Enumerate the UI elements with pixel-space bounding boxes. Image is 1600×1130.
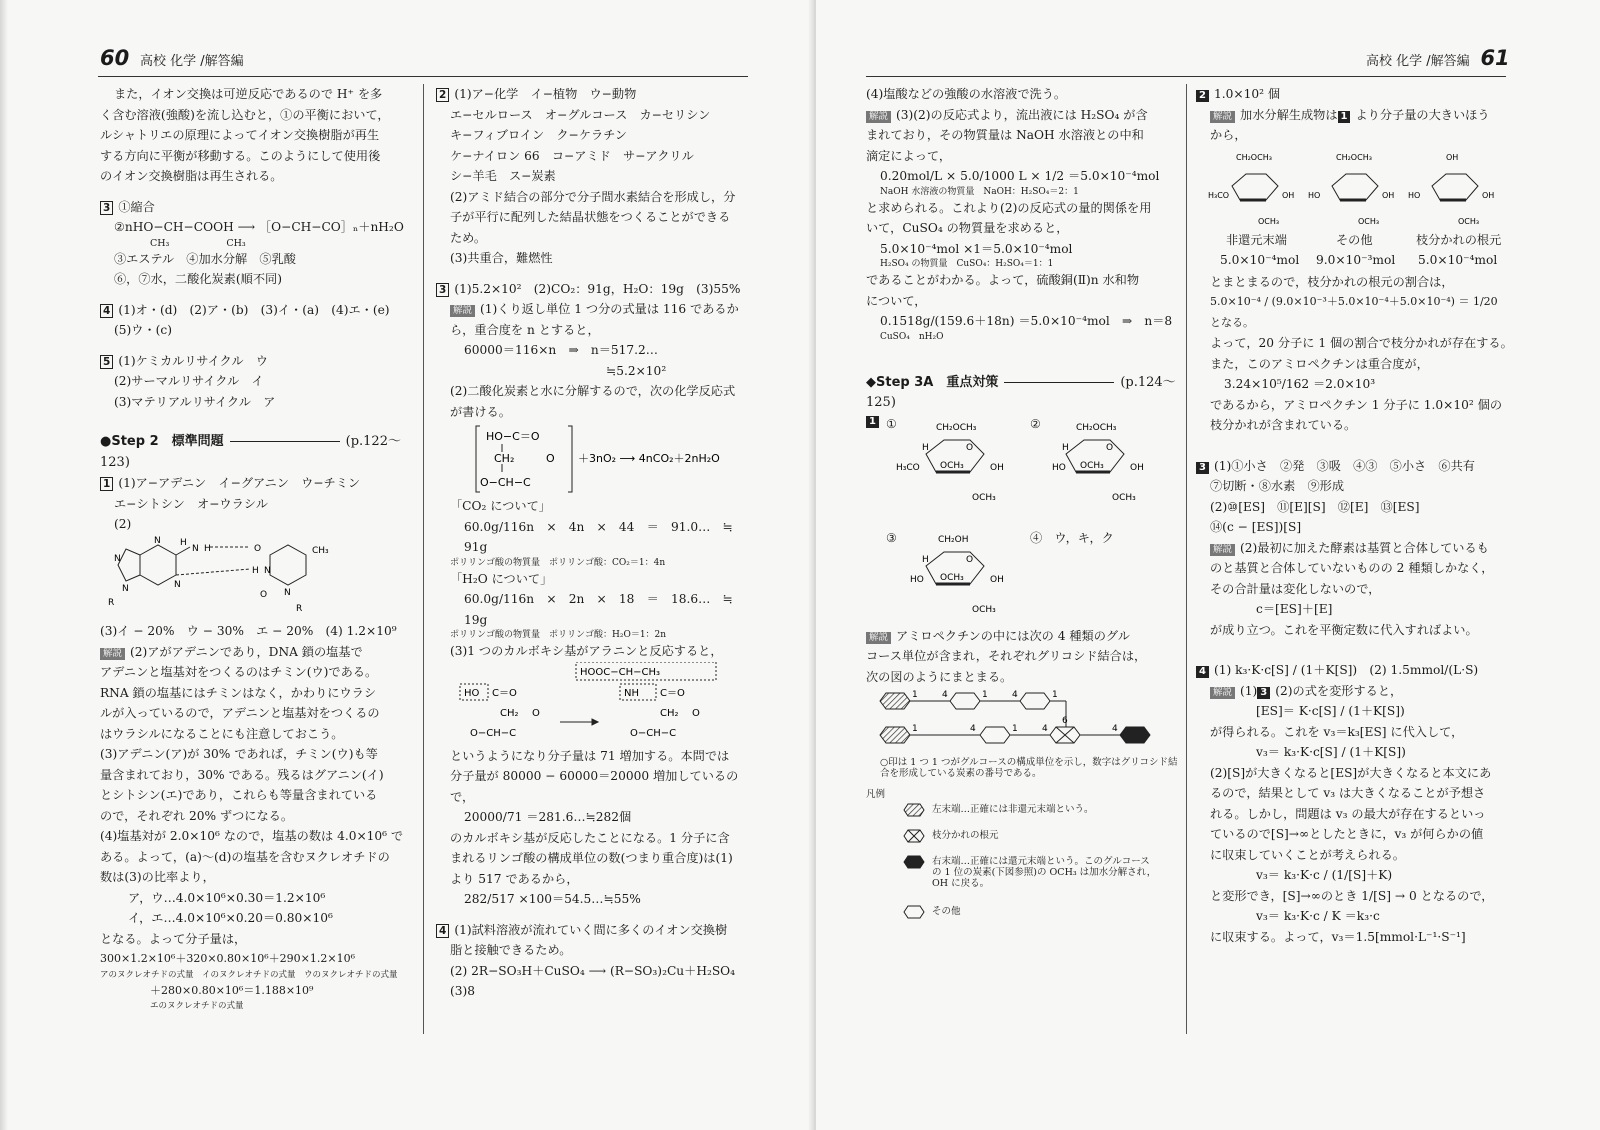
explanation-badge: 解説 <box>1210 111 1235 123</box>
right-page-header <box>1360 46 1510 70</box>
svg-text:N: N <box>154 535 161 546</box>
svg-text:HO: HO <box>1308 190 1321 200</box>
equation: c＝[ES]＋[E] <box>1256 602 1333 616</box>
svg-text:OCH₃: OCH₃ <box>1358 216 1380 226</box>
page-edge-shadow <box>0 0 8 1130</box>
answer-line: ②nHO−CH−COOH ⟶ ［O−CH−CO］ₙ＋nH₂O <box>114 220 404 234</box>
svg-text:HO: HO <box>464 687 480 699</box>
svg-text:CH₂OCH₃: CH₂OCH₃ <box>936 422 977 433</box>
intro-line: く含む溶液(強酸)を流し込むと，①の平衡において， <box>100 107 390 122</box>
svg-text:OH: OH <box>1130 462 1144 473</box>
explanation-badge: 解説 <box>866 111 891 123</box>
svg-text:4: 4 <box>1042 724 1048 734</box>
svg-text:OCH₃: OCH₃ <box>940 572 964 583</box>
svg-text:HO: HO <box>910 574 924 585</box>
reference-box: 1 <box>1338 111 1351 123</box>
svg-text:N: N <box>284 587 291 598</box>
column-divider <box>1186 84 1187 1034</box>
svg-text:H: H <box>204 543 211 554</box>
explanation-badge: 解説 <box>100 648 125 660</box>
question-number: 2 <box>436 88 449 102</box>
intro-line: ルシャトリエの原理によってイオン交換樹脂が再生 <box>100 128 380 142</box>
svg-text:HO: HO <box>1408 190 1421 200</box>
equation: 60.0g/116n × 4n × 44 ＝ 91.0… ≒ 91g <box>464 519 745 554</box>
svg-text:H: H <box>922 442 929 453</box>
svg-text:CH₂: CH₂ <box>660 707 679 719</box>
svg-text:1: 1 <box>912 724 918 734</box>
svg-text:OH: OH <box>1446 152 1459 162</box>
svg-text:＋3nO₂ ⟶ 4nCO₂＋2nH₂O: ＋3nO₂ ⟶ 4nCO₂＋2nH₂O <box>578 452 720 465</box>
svg-text:O−CH−C: O−CH−C <box>480 476 531 489</box>
svg-text:N: N <box>174 579 181 590</box>
step2-heading: ●Step 2 標準問題 (p.122～123) <box>100 434 401 470</box>
svg-text:H₃CO: H₃CO <box>896 462 920 473</box>
header-rule <box>866 76 1506 77</box>
svg-text:OH: OH <box>1382 190 1395 200</box>
svg-text:CH₂OCH₃: CH₂OCH₃ <box>1076 422 1117 433</box>
question-5: 5 (1)ケミカルリサイクル ウ <box>100 351 412 372</box>
svg-text:1: 1 <box>912 690 918 700</box>
svg-text:CH₂OCH₃: CH₂OCH₃ <box>1236 152 1272 162</box>
alanine-reaction <box>436 662 752 746</box>
answer-line: (3)イ − 20% ウ − 30% エ − 20% (4) 1.2×10⁹ <box>100 624 397 638</box>
question-number: 1 <box>100 477 113 491</box>
column-divider <box>423 84 424 1034</box>
svg-text:4: 4 <box>970 724 976 734</box>
svg-text:H: H <box>1062 442 1069 453</box>
question-2: 2 1.0×10² 個 <box>1196 84 1516 105</box>
step3-heading: ◆Step 3A 重点対策 (p.124～125) <box>866 374 1176 410</box>
svg-text:HO−C＝O: HO−C＝O <box>486 430 540 443</box>
three-glucose-units <box>1196 146 1516 230</box>
svg-text:O: O <box>260 589 268 600</box>
equation: 5.0×10⁻⁴mol ×1＝5.0×10⁻⁴mol <box>880 241 1073 256</box>
ring-captions: 非還元末端 その他 枝分かれの根元 5.0×10⁻⁴mol 9.0×10⁻³mol 5.0×10⁻⁴mol <box>1220 232 1502 267</box>
question-number: 4 <box>436 924 449 938</box>
svg-text:OCH₃: OCH₃ <box>1080 460 1104 471</box>
svg-text:CH₂: CH₂ <box>500 707 519 719</box>
svg-text:N: N <box>122 583 129 594</box>
legend: 左末端…正確には非還元末端という。 枝分かれの根元 右末端…正確には還元末端という。このグルコースの 1 位の炭素(下図参照)の OCH₃ は加水分解され，OH に戻る。 その他 <box>866 800 1178 922</box>
left-page-header <box>100 46 250 70</box>
svg-text:O: O <box>966 442 974 453</box>
question-number: 1 <box>866 416 879 428</box>
svg-text:CH₂OCH₃: CH₂OCH₃ <box>1336 152 1372 162</box>
svg-text:CH₂OH: CH₂OH <box>938 534 969 545</box>
svg-text:4: 4 <box>1012 690 1018 700</box>
question-4: 4 (1)試料溶液が流れていく間に多くのイオン交換樹 <box>436 920 752 941</box>
svg-text:O−CH−C: O−CH−C <box>470 727 517 739</box>
svg-text:H₃CO: H₃CO <box>1208 190 1230 200</box>
svg-text:O: O <box>1106 442 1114 453</box>
question-3: 3 (1)①小さ ②発 ③吸 ④③ ⑤小さ ⑥共有 <box>1196 456 1516 477</box>
answer-line: CH₃ CH₃ <box>150 237 246 249</box>
question-3: 3 ①縮合 <box>100 197 412 218</box>
svg-text:H: H <box>922 554 929 565</box>
explanation-badge: 解説 <box>1210 687 1235 699</box>
question-number: 4 <box>1196 666 1209 678</box>
svg-text:OH: OH <box>1482 190 1495 200</box>
glycoside-chain-diagram <box>866 687 1178 757</box>
header-title: 高校 化学 /解答編 <box>140 54 244 69</box>
equation: [ES]＝ K·c[S] / (1＋K[S]) <box>1256 704 1405 718</box>
left-column-1: また，イオン交換は可逆反応であるので H⁺ を多 く含む溶液(強酸)を流し込むと，①の平衡において， ルシャトリエの原理によってイオン交換樹脂が再生 する方向に平衡が移動する。このようにして使用後 のイオン交換樹脂は再生される。 3 ①縮合 ②nHO−CH−COOH ⟶ ［O−CH−CO］ₙ＋nH₂O CH₃ CH₃ ③エステル ④加水分解 ⑤乳酸 ⑥，⑦水，二酸化炭素(順不同) 4 (1)オ・(d) (2)ア・(b) (3)イ・(a) (4)エ・(e) (5)ウ・(c) 5 (1)ケミカルリサイクル ウ (2)サーマルリサイクル イ (3)マテリアルリサイクル ア ●Step 2 標準問題 (p.122～123) 1 (1)ア−アデニン イ−グアニン ウ−チミン エ−シトシン オ−ウラシル (2) H N H O CH₃ N N N H N N N O R R (3)イ − 20% ウ − 30% エ − 20% (4) 1.2×10⁹ 解説 (2)アがアデニンであり，DNA 鎖の塩基で アデニンと塩基対をつくるのはチミン(ウ)である。 RNA 鎖の塩基にはチミンはなく，かわりにウラシ ルが入っているので，アデニンと塩基対をつくるの はウラシルになることにも注意しておこう。 (3)アデニン(ア)が 30% であれば，チミン(ウ)も等 量含まれており，30% である。残るはグアニン(イ) とシトシン(エ)であり，これらも等量含まれている ので，それぞれ 20% ずつになる。 (4)塩基対が 2.0×10⁶ なので，塩基の数は 4.0×10⁶ で ある。よって，(a)〜(d)の塩基を含むヌクレオチドの 数は(3)の比率より， ア，ウ…4.0×10⁶×0.30＝1.2×10⁶ イ，エ…4.0×10⁶×0.20＝0.80×10⁶ となる。よって分子量は， 300×1.2×10⁶＋320×0.80×10⁶＋290×1.2×10⁶ アのヌクレオチドの式量 イのヌクレオチドの式量 ウのヌクレオチドの式量 ＋280×0.80×10⁶＝1.188×10⁹ エのヌクレオチドの式量 <box>100 84 412 1012</box>
equation: 5.0×10⁻⁴ / (9.0×10⁻³＋5.0×10⁻⁴＋5.0×10⁻⁴) ＝ 1/20 となる。 <box>1210 295 1509 329</box>
svg-text:CH₃: CH₃ <box>312 545 329 556</box>
question-number: 5 <box>100 355 113 369</box>
equation: v₃＝ k₃·K·c / K ＝k₃·c <box>1256 909 1380 923</box>
question-4: 4 (1) k₃·K·c[S] / (1＋K[S]) (2) 1.5mmol/(L·S) <box>1196 660 1516 681</box>
svg-text:N: N <box>192 543 199 554</box>
left-column-2: 2 (1)ア−化学 イ−植物 ウ−動物 エ−セルロース オ−グルコース カ−セリシン キ−フィブロイン ク−ケラチン ケ−ナイロン 66 コ−アミド サ−アクリル シ−羊毛 ス−炭素 (2)アミド結合の部分で分子間水素結合を形成し，分 子が平行に配列した結晶状態をつくることができる ため。 (3)共重合，難燃性 3 (1)5.2×10² (2)CO₂：91g，H₂O：19g (3)55% 解説 (1)くり返し単位 1 つ分の式量は 116 であるか ら，重合度を n とすると， 60000＝116×n ⇒ n＝517.2… ≒5.2×10² (2)二酸化炭素と水に分解するので，次の化学反応式 が書ける。 HO−C＝O CH₂ O O−CH−C ＋3nO₂ ⟶ 4nCO₂＋2nH₂O 「CO₂ について」 60.0g/116n × 4n × 44 ＝ 91.0… ≒ 91g ポリリンゴ酸の物質量 ポリリンゴ酸：CO₂＝1：4n 「H₂O について」 60.0g/116n × 2n × 18 ＝ 18.6… ≒ 19g ポリリンゴ酸の物質量 ポリリンゴ酸：H₂O＝1：2n (3)1 つのカルボキシ基がアラニンと反応すると， HOOC−CH−CH₃ NH C＝O HO C＝O CH₂ O O−CH−C CH₂ O O−CH−C というようになり分子量は 71 増加する。本問では 分子量が 80000 − 60000＝20000 増加しているので， 20000/71 ＝281.6…≒282個 のカルボキシ基が反応したことになる。1 分子に含 まれるリンゴ酸の構成単位の数(つまり重合度)は(1) より 517 であるから， 282/517 ×100＝54.5…≒55% 4 (1)試料溶液が流れていく間に多くのイオン交換樹 脂と接触できるため。 (2) 2R−SO₃H＋CuSO₄ ⟶ (R−SO₃)₂Cu＋H₂SO₄ (3)8 <box>436 84 752 1002</box>
question-number: 3 <box>1196 462 1209 474</box>
reaction-scheme <box>436 422 752 496</box>
right-column-2: 2 1.0×10² 個 解説 加水分解生成物は 1 より分子量の大きいほう から， CH₂OCH₃ CH₂OCH₃ OH H₃CO HO HO OH OH OH OCH₃ OCH₃ OCH₃ 非還元末端 その他 枝分かれの根元 5.0×10⁻⁴mol 9.0×10⁻³mol 5.0×10⁻⁴mol とまとまるので，枝分かれの根元の割合は， 5.0×10⁻⁴ / (9.0×10⁻³＋5.0×10⁻⁴＋5.0×10⁻⁴) ＝ 1/20 となる。 よって，20 分子に 1 個の割合で枝分かれが存在する。 また，このアミロペクチンは重合度が， 3.24×10⁵/162 ＝2.0×10³ であるから，アミロペクチン 1 分子に 1.0×10² 個の 枝分かれが含まれている。 3 (1)①小さ ②発 ③吸 ④③ ⑤小さ ⑥共有 ⑦切断・⑧水素 ⑨形成 (2)⑩[ES] ⑪[E][S] ⑫[E] ⑬[ES] ⑭(c − [ES])[S] 解説 (2)最初に加えた酵素は基質と合体しているも のと基質と合体していないものの 2 種類しかなく， その合計量は変化しないので， c＝[ES]＋[E] が成り立つ。これを平衡定数に代入すればよい。 4 (1) k₃·K·c[S] / (1＋K[S]) (2) 1.5mmol/(L·S) 解説 (1) 3 (2)の式を変形すると， [ES]＝ K·c[S] / (1＋K[S]) が得られる。これを v₃＝k₃[ES] に代入して， v₃＝ k₃·K·c[S] / (1＋K[S]) (2)[S]が大きくなると[ES]が大きくなると本文にあ るので，結果として v₃ は大きくなることが予想さ れる。しかし，問題は v₃ の最大が存在するといっ ているので[S]→∞としたときに，v₃ が何らかの値 に収束していくことが考えられる。 v₃＝ k₃·K·c / (1/[S]＋K) と変形でき，[S]→∞のとき 1/[S] → 0 となるので， v₃＝ k₃·K·c / K ＝k₃·c に収束する。よって，v₃＝1.5[mmol·L⁻¹·S⁻¹] <box>1196 84 1516 947</box>
svg-text:O: O <box>692 707 700 719</box>
svg-text:H: H <box>252 565 259 576</box>
svg-text:O: O <box>546 452 555 465</box>
svg-text:OCH₃: OCH₃ <box>940 460 964 471</box>
svg-text:4: 4 <box>1112 724 1118 734</box>
question-4: 4 (1)オ・(d) (2)ア・(b) (3)イ・(a) (4)エ・(e) <box>100 300 412 321</box>
svg-text:O: O <box>254 543 262 554</box>
equation: 0.20mol/L × 5.0/1000 L × 1/2 ＝5.0×10⁻⁴mol <box>880 169 1160 183</box>
svg-text:H: H <box>180 537 187 548</box>
explanation-badge: 解説 <box>450 305 475 317</box>
header-title: 高校 化学 /解答編 <box>1366 54 1470 69</box>
svg-text:OCH₃: OCH₃ <box>1112 492 1136 503</box>
svg-text:1: 1 <box>1012 724 1018 734</box>
answer-line: (2)サーマルリサイクル イ <box>114 374 264 388</box>
equation: v₃＝ k₃·K·c[S] / (1＋K[S]) <box>1256 745 1406 759</box>
answer-line: ⑥，⑦水，二酸化炭素(順不同) <box>114 272 282 286</box>
svg-text:R: R <box>108 597 115 608</box>
svg-text:OCH₃: OCH₃ <box>1458 216 1480 226</box>
svg-text:OH: OH <box>1282 190 1295 200</box>
svg-text:N: N <box>264 565 271 576</box>
base-pair-diagram <box>100 535 400 615</box>
intro-line: する方向に平衡が移動する。このようにして使用後 <box>100 148 381 163</box>
answer-line: (2) <box>114 517 132 531</box>
answer-line: ③エステル ④加水分解 ⑤乳酸 <box>114 251 296 266</box>
svg-text:O−CH−C: O−CH−C <box>630 727 677 739</box>
svg-text:1: 1 <box>1052 690 1058 700</box>
intro-line: のイオン交換樹脂は再生される。 <box>100 169 283 183</box>
page-number: 61 <box>1480 46 1510 70</box>
svg-text:OCH₃: OCH₃ <box>972 604 996 615</box>
svg-text:N: N <box>114 553 121 564</box>
question-2: 2 (1)ア−化学 イ−植物 ウ−動物 <box>436 84 752 105</box>
question-3: 3 (1)5.2×10² (2)CO₂：91g，H₂O：19g (3)55% <box>436 279 752 300</box>
svg-text:O: O <box>532 707 540 719</box>
svg-text:4: 4 <box>942 690 948 700</box>
svg-text:NH: NH <box>624 687 639 699</box>
reference-box: 3 <box>1257 687 1270 699</box>
svg-text:OH: OH <box>990 574 1004 585</box>
right-page <box>816 0 1600 1130</box>
glucose-rings: 1 ① ② ③ ④ ウ，キ，ク CH₂OCH₃ CH₂OCH₃ CH₂OH OCH₃ OCH₃ OCH₃ H₃CO HO HO OH OH OH OCH₃ OCH₃ OCH₃ H H H O O O <box>866 414 1178 626</box>
right-column-1: (4)塩酸などの強酸の水溶液で洗う。 解説 (3)(2)の反応式より，流出液には H₂SO₄ が含 まれており，その物質量は NaOH 水溶液との中和 滴定によって， 0.20mol/L × 5.0/1000 L × 1/2 ＝5.0×10⁻⁴mol NaOH 水溶液の物質量 NaOH：H₂SO₄＝2：1 と求められる。これより(2)の反応式の量的関係を用 いて，CuSO₄ の物質量を求めると， 5.0×10⁻⁴mol ×1＝5.0×10⁻⁴mol H₂SO₄ の物質量 CuSO₄：H₂SO₄＝1：1 であることがわかる。よって，硫酸銅(Ⅱ)n 水和物 について， 0.1518g/(159.6＋18n) ＝5.0×10⁻⁴mol ⇒ n＝8 CuSO₄ nH₂O ◆Step 3A 重点対策 (p.124～125) 1 ① ② ③ ④ ウ，キ，ク CH₂OCH₃ CH₂OCH₃ CH₂OH OCH₃ OCH₃ OCH₃ H₃CO HO HO OH OH OH OCH₃ OCH₃ OCH₃ H H H O O O 解説 アミロペクチンの中には次の 4 種類のグル コース単位が含まれ，それぞれグリコシド結合は， 次の図のようにまとまる。 1 4 1 4 1 1 4 1 4 6 4 ○印は 1 つ 1 つがグルコースの構成単位を示し，数字はグリコシド結合を形成している炭素の番号である。 凡例 左末端…正確には非還元末端という。 枝分かれの根元 右末端…正確には還元末端という。このグルコースの 1 位の炭素(下図参照)の OCH₃ は加水分解され，OH に戻る。 その他 <box>866 84 1178 922</box>
svg-text:C＝O: C＝O <box>660 687 685 699</box>
answer-line: (5)ウ・(c) <box>114 323 172 337</box>
svg-text:R: R <box>296 603 303 614</box>
svg-text:OCH₃: OCH₃ <box>972 492 996 503</box>
page-number: 60 <box>100 46 130 70</box>
equation: 300×1.2×10⁶＋320×0.80×10⁶＋290×1.2×10⁶ <box>100 952 355 965</box>
svg-text:C＝O: C＝O <box>492 687 517 699</box>
explanation-badge: 解説 <box>1210 544 1235 556</box>
svg-text:O: O <box>966 554 974 565</box>
question-number: 3 <box>100 201 113 215</box>
explanation-badge: 解説 <box>866 632 891 644</box>
svg-text:HO: HO <box>1052 462 1066 473</box>
step2-question-1: 1 (1)ア−アデニン イ−グアニン ウ−チミン <box>100 473 412 494</box>
equation: 60.0g/116n × 2n × 18 ＝ 18.6… ≒ 19g <box>464 592 745 627</box>
answer-line: (3)マテリアルリサイクル ア <box>114 394 276 409</box>
svg-text:CH₂: CH₂ <box>494 452 515 465</box>
svg-text:OCH₃: OCH₃ <box>1258 216 1280 226</box>
intro-line: また，イオン交換は可逆反応であるので H⁺ を多 <box>114 87 383 101</box>
svg-text:1: 1 <box>982 690 988 700</box>
svg-text:HOOC−CH−CH₃: HOOC−CH−CH₃ <box>580 666 661 678</box>
question-number: 4 <box>100 304 113 318</box>
header-rule <box>98 76 748 77</box>
equation: v₃＝ k₃·K·c / (1/[S]＋K) <box>1256 868 1393 882</box>
equation: 3.24×10⁵/162 ＝2.0×10³ <box>1224 377 1376 391</box>
equation: 0.1518g/(159.6＋18n) ＝5.0×10⁻⁴mol ⇒ n＝8 <box>880 314 1173 328</box>
question-number: 2 <box>1196 90 1209 102</box>
question-number: 3 <box>436 283 449 297</box>
answer-line: エ−シトシン オ−ウラシル <box>114 496 268 511</box>
svg-text:OH: OH <box>990 462 1004 473</box>
svg-text:6: 6 <box>1062 716 1068 726</box>
